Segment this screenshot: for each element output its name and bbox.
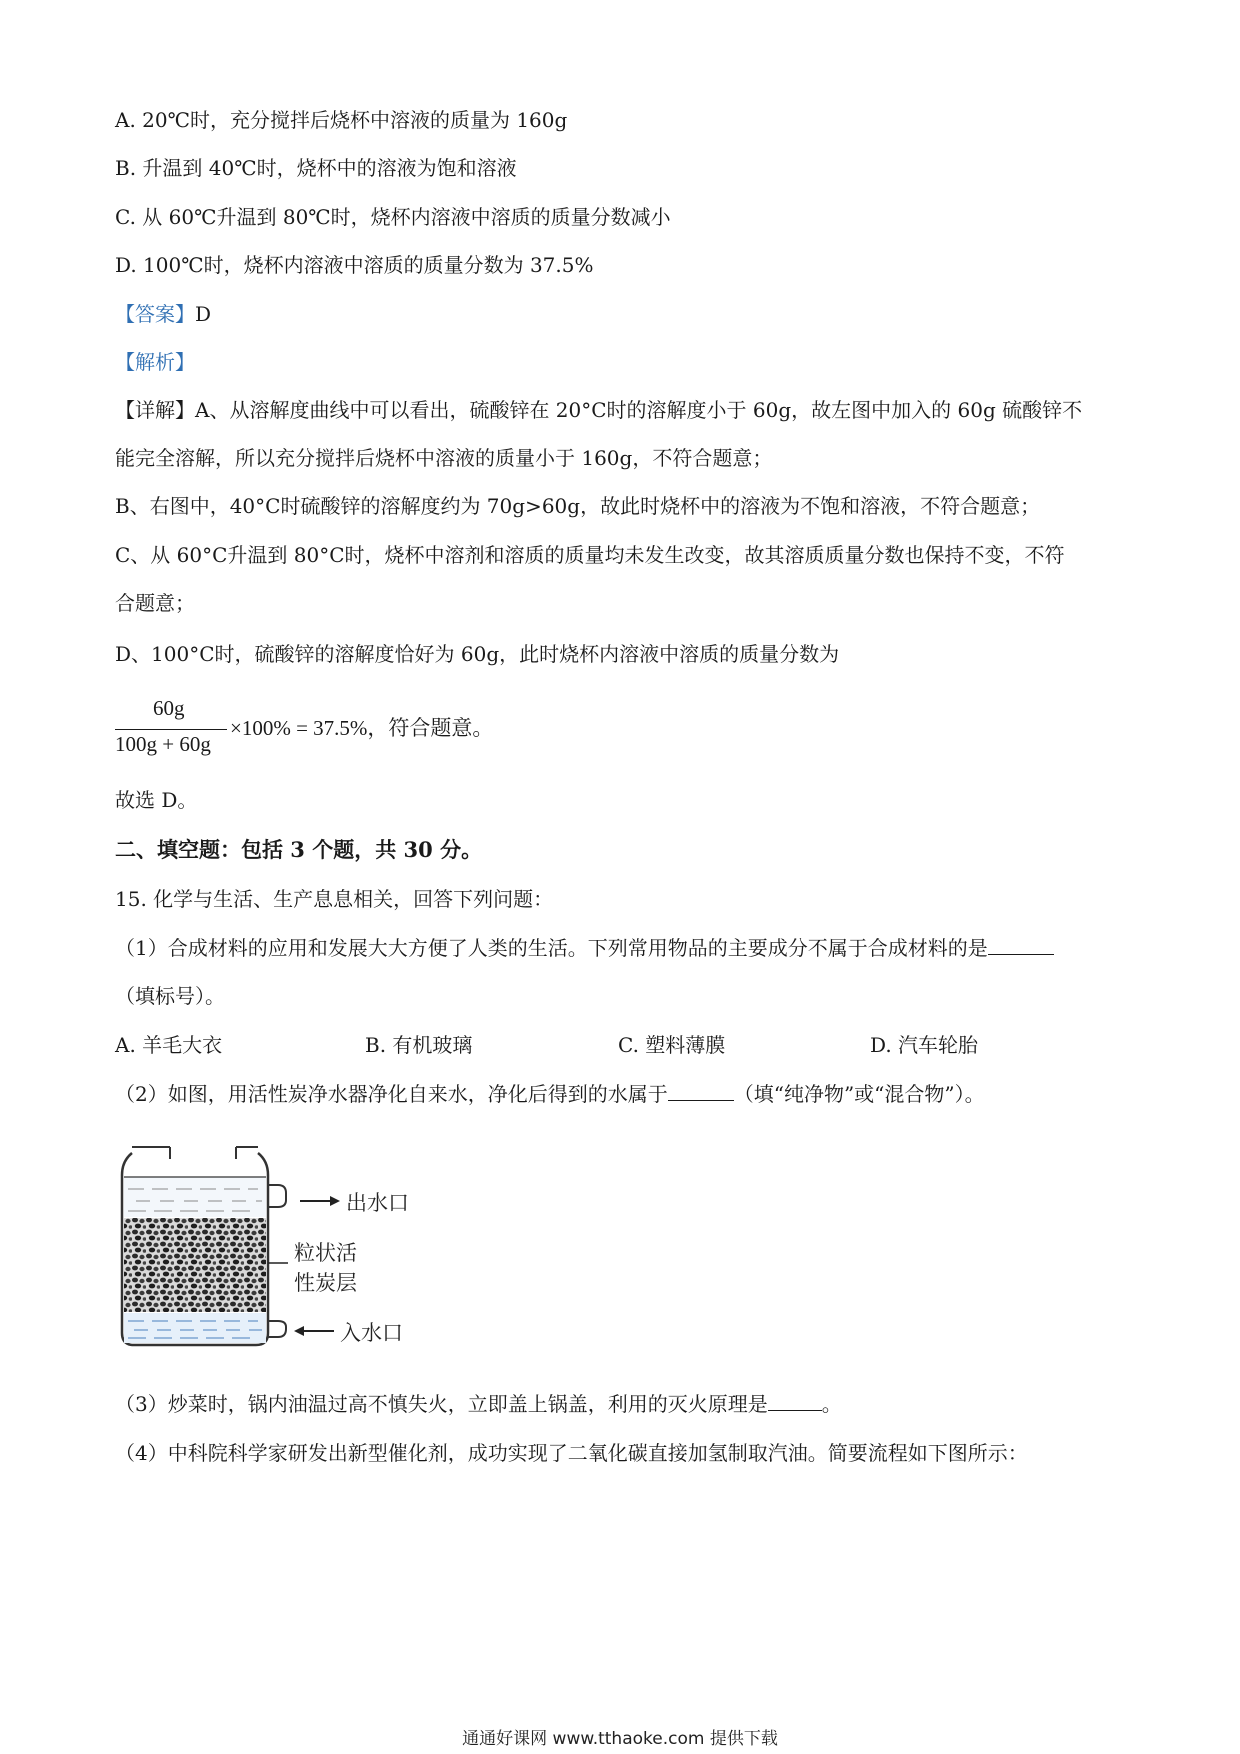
option-a: A. 20℃时，充分搅拌后烧杯中溶液的质量为 160g xyxy=(115,108,568,132)
carbon-label-line2: 性炭层 xyxy=(294,1271,357,1295)
detail-line-4: C、从 60°C升温到 80°C时，烧杯中溶剂和溶质的质量均未发生改变，故其溶质质量分数也保持不变，不符 xyxy=(115,543,1065,567)
q15-part2 xyxy=(115,1080,985,1108)
analysis-label: 【解析】 xyxy=(115,350,195,374)
answer-blank[interactable] xyxy=(668,1082,734,1101)
q15-option-c: C. 塑料薄膜 xyxy=(618,1033,726,1057)
option-c: C. 从 60℃升温到 80℃时，烧杯内溶液中溶质的质量分数减小 xyxy=(115,205,671,229)
option-d: D. 100℃时，烧杯内溶液中溶质的质量分数为 37.5% xyxy=(115,253,594,277)
answer-blank[interactable] xyxy=(768,1392,822,1411)
q15-part2-text: （2）如图，用活性炭净水器净化自来水，净化后得到的水属于 xyxy=(115,1082,668,1106)
detail-line-1: 【详解】A、从溶解度曲线中可以看出，硫酸锌在 20°C时的溶解度小于 60g，故左图中加入的 60g 硫酸锌不 xyxy=(115,398,1083,422)
q15-part2-tail: （填“纯净物”或“混合物”）。 xyxy=(733,1082,985,1106)
q15-option-b: B. 有机玻璃 xyxy=(365,1033,473,1057)
water-purifier-figure xyxy=(118,1145,448,1360)
fraction-bar xyxy=(115,729,227,730)
inlet-label: 入水口 xyxy=(340,1321,403,1345)
q15-part1-text: （1）合成材料的应用和发展大大方便了人类的生活。下列常用物品的主要成分不属于合成材料的是 xyxy=(115,936,988,960)
detail-line-2: 能完全溶解，所以充分搅拌后烧杯中溶液的质量小于 160g，不符合题意； xyxy=(115,446,773,470)
q15-option-a: A. 羊毛大衣 xyxy=(115,1033,223,1057)
q15-stem: 15. 化学与生活、生产息息相关，回答下列问题： xyxy=(115,887,554,911)
section-title: 二、填空题：包括 3 个题，共 30 分。 xyxy=(115,837,483,862)
fraction-result: ×100% = 37.5%，符合题意。 xyxy=(230,716,494,740)
detail-line-5: 合题意； xyxy=(115,591,195,615)
answer-line xyxy=(115,300,211,328)
answer-label: 【答案】 xyxy=(115,302,195,326)
fraction-numerator: 60g xyxy=(153,696,185,720)
q15-part3-text: （3）炒菜时，锅内油温过高不慎失火，立即盖上锅盖，利用的灭火原理是 xyxy=(115,1392,768,1416)
q15-part1 xyxy=(115,934,1054,962)
carbon-label-line1: 粒状活 xyxy=(294,1241,357,1265)
page-footer: 通通好课网 www.tthaoke.com 提供下载 xyxy=(462,1729,778,1749)
q15-part4: （4）中科院科学家研发出新型催化剂，成功实现了二氧化碳直接加氢制取汽油。简要流程如下图所示： xyxy=(115,1441,1028,1465)
q15-option-d: D. 汽车轮胎 xyxy=(870,1033,979,1057)
answer-blank[interactable] xyxy=(988,936,1054,955)
q15-part1-tail: （填标号）。 xyxy=(115,984,225,1008)
q15-part3 xyxy=(115,1390,842,1418)
carbon-layer xyxy=(124,1218,266,1312)
fraction-denominator: 100g + 60g xyxy=(115,732,211,756)
detail-line-3: B、右图中，40°C时硫酸锌的溶解度约为 70g>60g，故此时烧杯中的溶液为不饱和溶液，不符合题意； xyxy=(115,494,1041,518)
q15-part3-tail: 。 xyxy=(821,1392,842,1416)
conclusion: 故选 D。 xyxy=(115,788,198,812)
option-b: B. 升温到 40℃时，烧杯中的溶液为饱和溶液 xyxy=(115,156,517,180)
outlet-label: 出水口 xyxy=(346,1191,409,1215)
answer-value: D xyxy=(195,302,212,326)
detail-line-6: D、100°C时，硫酸锌的溶解度恰好为 60g，此时烧杯内溶液中溶质的质量分数为 xyxy=(115,642,840,666)
